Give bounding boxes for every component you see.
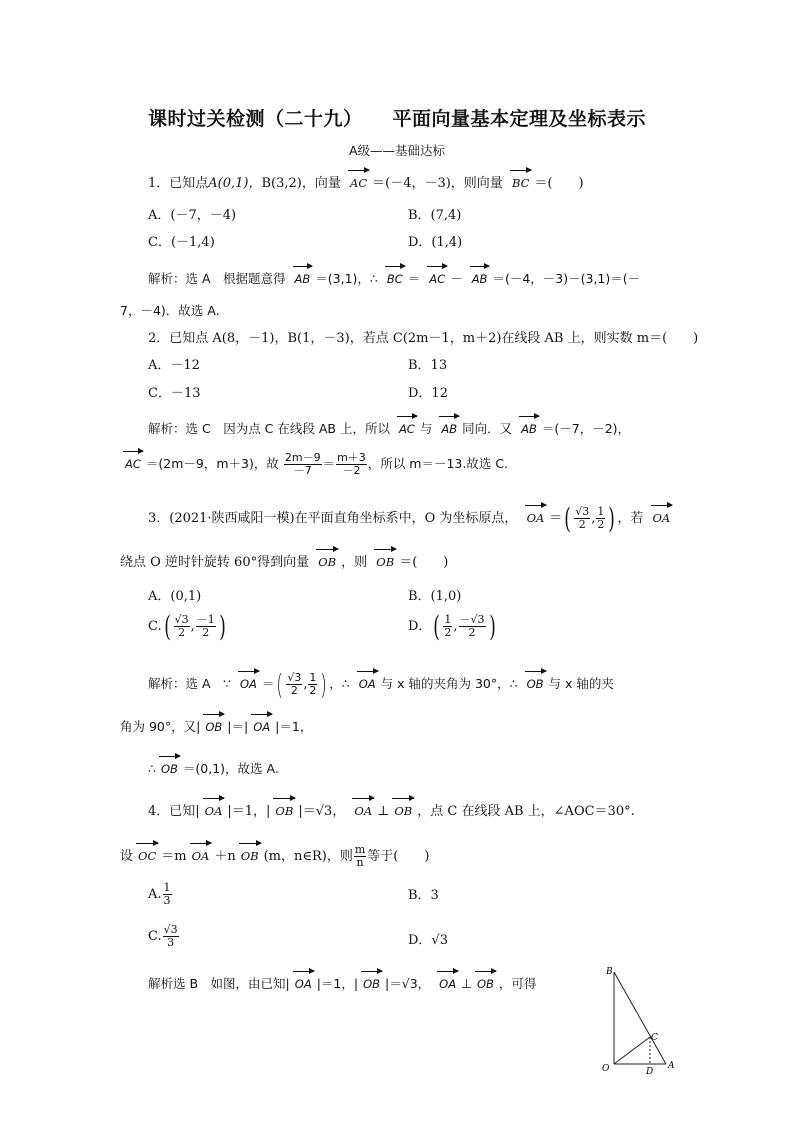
vector: AB (518, 420, 540, 438)
fraction-denominator: 2 (202, 626, 210, 639)
fraction (443, 614, 452, 639)
segment-oc (614, 1037, 650, 1064)
q4-option-c (148, 924, 180, 949)
vector: OA (202, 802, 226, 820)
fraction (574, 506, 590, 531)
fraction-denominator: －2 (342, 464, 361, 477)
q1-solution-line1 (148, 270, 640, 288)
fraction-denominator: 2 (309, 684, 317, 697)
fraction (163, 882, 172, 907)
text-run: ，点 C 在线段 AB 上，∠AOC＝30°. (417, 804, 635, 819)
q2-option-c: C．－13 (148, 386, 201, 401)
text-run: B(3,2)，向量 (261, 176, 341, 191)
q3-solution-line1: 解析：选 A ∵ OA ＝( $\frac{√3}{2}$ , $\frac{1}{2}$ ) ，∴ OA 与 x 轴的夹角为 30°，∴ OB 与 x 轴的夹 (148, 667, 614, 701)
vector: OB (158, 760, 181, 778)
text-run: ＝m (161, 849, 187, 864)
fraction-denominator: n (356, 856, 364, 869)
vector: OB (315, 553, 339, 571)
fraction-numerator: √3 (174, 613, 189, 626)
text-run: ＝ (261, 676, 275, 691)
bracket: ) (608, 501, 616, 535)
fraction-numerator: 1 (163, 881, 171, 894)
text-run: 解析：选 C 因为点 C 在线段 AB 上，所以 (148, 421, 390, 436)
text-run: |＝√3， (385, 976, 431, 991)
vector: OB (238, 847, 262, 865)
vector: OA (250, 718, 273, 736)
text-run: ，可得 (498, 976, 537, 991)
vector: OA (436, 975, 459, 993)
fraction (163, 924, 179, 949)
text-run: ＝ (549, 511, 563, 526)
fraction-denominator: 2 (578, 518, 586, 531)
text-run: |＝1， (275, 719, 313, 734)
q3-option-a: A．(0,1) (148, 589, 202, 604)
bracket: ) (218, 609, 226, 643)
fraction-denominator: 2 (444, 626, 452, 639)
text-run: ＝(－7，－2)， (541, 421, 631, 436)
text-run: ＝ (322, 456, 336, 471)
bracket: ( (433, 609, 441, 643)
q4-solution-line1 (148, 975, 536, 993)
fraction-numerator: √3 (163, 923, 178, 936)
segment-ab (614, 972, 666, 1064)
q2-solution-line1 (148, 420, 630, 438)
fraction-denominator: 3 (163, 894, 171, 907)
text-run: 4．已知| (148, 804, 200, 819)
vector: OC (135, 847, 159, 865)
vector: OA (524, 509, 548, 527)
text-run: ＝(0,1)，故选 A. (182, 761, 279, 776)
q4-option-d: D．√3 (408, 933, 448, 948)
q3-option-c: C.( $\frac{√3}{2}$ , $\frac{-1}{2}$ ) (148, 609, 226, 643)
vector: OA (650, 509, 674, 527)
fraction (336, 452, 367, 477)
q4-stem-line1 (148, 802, 635, 821)
q3-stem-line2 (120, 553, 448, 572)
text-run: |＝√3， (298, 804, 346, 819)
q1-solution-line2: 7，－4)．故选 A. (120, 303, 220, 318)
text-run: ，若 (617, 511, 644, 526)
text-run: |＝1，| (316, 976, 359, 991)
q1-option-c: C．(－1,4) (148, 235, 215, 250)
text-run: 3．(2021·陕西咸阳一模)在平面直角坐标系中，O 为坐标原点， (148, 511, 518, 526)
q3-solution-line3 (148, 760, 279, 778)
vector: BC (384, 270, 406, 288)
text-run: ＝(3,1)，∴ (315, 271, 378, 286)
vector: OB (373, 553, 397, 571)
q1-option-b: B．(7,4) (408, 208, 462, 223)
q4-option-b: B．3 (408, 888, 439, 903)
text-run: 等于( ) (367, 849, 430, 864)
fraction-denominator: 2 (597, 518, 605, 531)
q3-option-d: D．( $\frac{1}{2}$ , $\frac{-√3}{2}$ ) (408, 609, 496, 643)
vector: OB (360, 975, 383, 993)
text-run: A(0,1)， (208, 176, 262, 191)
triangle-figure (596, 964, 680, 1076)
q3-stem-line1: 3．(2021·陕西咸阳一模)在平面直角坐标系中，O 为坐标原点， OA ＝( $\frac{√3}{2}$ , $\frac{1}{2}$ ) ，若 OA (148, 506, 675, 531)
fraction (596, 506, 605, 531)
page-title (0, 104, 794, 131)
q1-option-a: A．(－7，－4) (148, 208, 237, 223)
fraction-numerator: 1 (444, 613, 452, 626)
q1-stem (148, 174, 584, 193)
text-run: 与 x 轴的夹角为 30°，∴ (380, 676, 518, 691)
fraction-numerator: √3 (287, 671, 302, 684)
label-d: D (646, 1067, 654, 1076)
vector: OA (351, 802, 375, 820)
bracket: ( (564, 501, 572, 535)
vector: AC (396, 420, 418, 438)
q4-stem-line2 (120, 844, 429, 869)
q1-option-d: D．(1,4) (408, 235, 463, 250)
q2-option-d: D．12 (408, 386, 448, 401)
fraction-denominator: 2 (290, 684, 298, 697)
fraction (284, 452, 322, 477)
text-run: 同向．又 (462, 421, 513, 436)
text-run: 解析：选 A ∵ (148, 676, 231, 691)
text-run: ＝(2m－9，m＋3)，故 (145, 456, 279, 471)
vector: OA (189, 847, 213, 865)
text-run: ＝(－4，－3)－(3,1)＝(－ (492, 271, 641, 286)
fraction-numerator: 1 (597, 505, 605, 518)
vector: OA (292, 975, 315, 993)
bracket: ( (163, 609, 171, 643)
title-right: 平面向量基本定理及坐标表示 (392, 108, 647, 130)
vector: OB (524, 675, 547, 693)
bracket: ( (276, 667, 284, 701)
fraction-denominator: －7 (293, 464, 312, 477)
fraction-numerator: －1 (196, 613, 215, 626)
fraction-numerator: 1 (309, 671, 317, 684)
fraction (174, 614, 190, 639)
text-run: C. (148, 619, 162, 634)
bracket: ) (488, 609, 496, 643)
fraction-denominator: 2 (178, 626, 186, 639)
fraction-numerator: －√3 (459, 613, 485, 626)
text-run: ，所以 m＝－13.故选 C. (367, 456, 509, 471)
text-run: C. (148, 929, 162, 944)
fraction-numerator: 2m－9 (284, 451, 321, 464)
label-a: A (668, 1061, 675, 1071)
label-b: B (606, 967, 613, 977)
text-run: － (450, 271, 463, 286)
vector: OB (474, 975, 497, 993)
q2-solution-line2 (120, 452, 508, 477)
text-run: |＝| (227, 719, 249, 734)
fraction-denominator: 3 (167, 936, 175, 949)
vector: OB (272, 802, 296, 820)
q4-option-a (148, 882, 173, 907)
q3-solution-line2 (120, 718, 312, 736)
fraction-numerator: m (354, 843, 366, 856)
fraction (196, 614, 216, 639)
vector: AC (426, 270, 448, 288)
vector: OB (202, 718, 225, 736)
text-run: 绕点 O 逆时针旋转 60°得到向量 (120, 555, 310, 570)
q2-option-b: B．13 (408, 358, 448, 373)
label-o: O (602, 1064, 610, 1074)
text-run: (m，n∈R)，则 (263, 849, 353, 864)
fraction (286, 672, 302, 697)
text-run: ∴ (148, 761, 156, 776)
bracket: ) (320, 667, 328, 701)
text-run: 与 (419, 421, 433, 436)
text-run: A. (148, 887, 162, 902)
vector: OA (356, 675, 379, 693)
vector: AB (292, 270, 314, 288)
fraction (354, 844, 366, 869)
text-run: ＝ (407, 271, 421, 286)
text-run: 角为 90°，又| (120, 719, 201, 734)
text-run: 设 (120, 849, 134, 864)
text-run: |＝1，| (227, 804, 271, 819)
text-run: 与 x 轴的夹 (548, 676, 614, 691)
q2-stem: 2．已知点 A(8，－1)，B(1，－3)，若点 C(2m－1，m＋2)在线段 AB 上，则实数 m＝( ) (148, 331, 699, 346)
text-run: ＝( ) (534, 176, 584, 191)
text-run: ⊥ (461, 976, 472, 991)
label-c: C (651, 1033, 658, 1043)
fraction-denominator: 2 (468, 626, 476, 639)
text-run: ＝( ) (399, 555, 449, 570)
vector: OB (391, 802, 415, 820)
text-run: ，∴ (329, 676, 350, 691)
vector: OA (237, 675, 260, 693)
q2-option-a: A．－12 (148, 358, 200, 373)
vector-ac: AC (347, 174, 370, 192)
section-subtitle: A级——基础达标 (348, 143, 446, 158)
fraction-numerator: √3 (575, 505, 590, 518)
fraction (459, 614, 486, 639)
text-run: ＝(－4，－3)，则向量 (372, 176, 503, 191)
vector: AB (438, 420, 460, 438)
title-left: 课时过关检测（二十九） (147, 108, 363, 130)
text-run: 1．已知点 (148, 176, 209, 191)
text-run: D． (408, 619, 432, 634)
q3-option-b: B．(1,0) (408, 589, 462, 604)
fraction-numerator: m＋3 (337, 451, 366, 464)
vector: AB (469, 270, 491, 288)
text-run: 解析：选 A 根据题意得 (148, 271, 286, 286)
text-run: ⊥ (377, 804, 390, 819)
vector-bc: BC (509, 174, 532, 192)
text-run: ＋n (214, 849, 236, 864)
vector: AC (122, 455, 144, 473)
fraction (308, 672, 317, 697)
text-run: 解析选 B 如图，由已知| (148, 976, 290, 991)
text-run: ，则 (341, 555, 368, 570)
